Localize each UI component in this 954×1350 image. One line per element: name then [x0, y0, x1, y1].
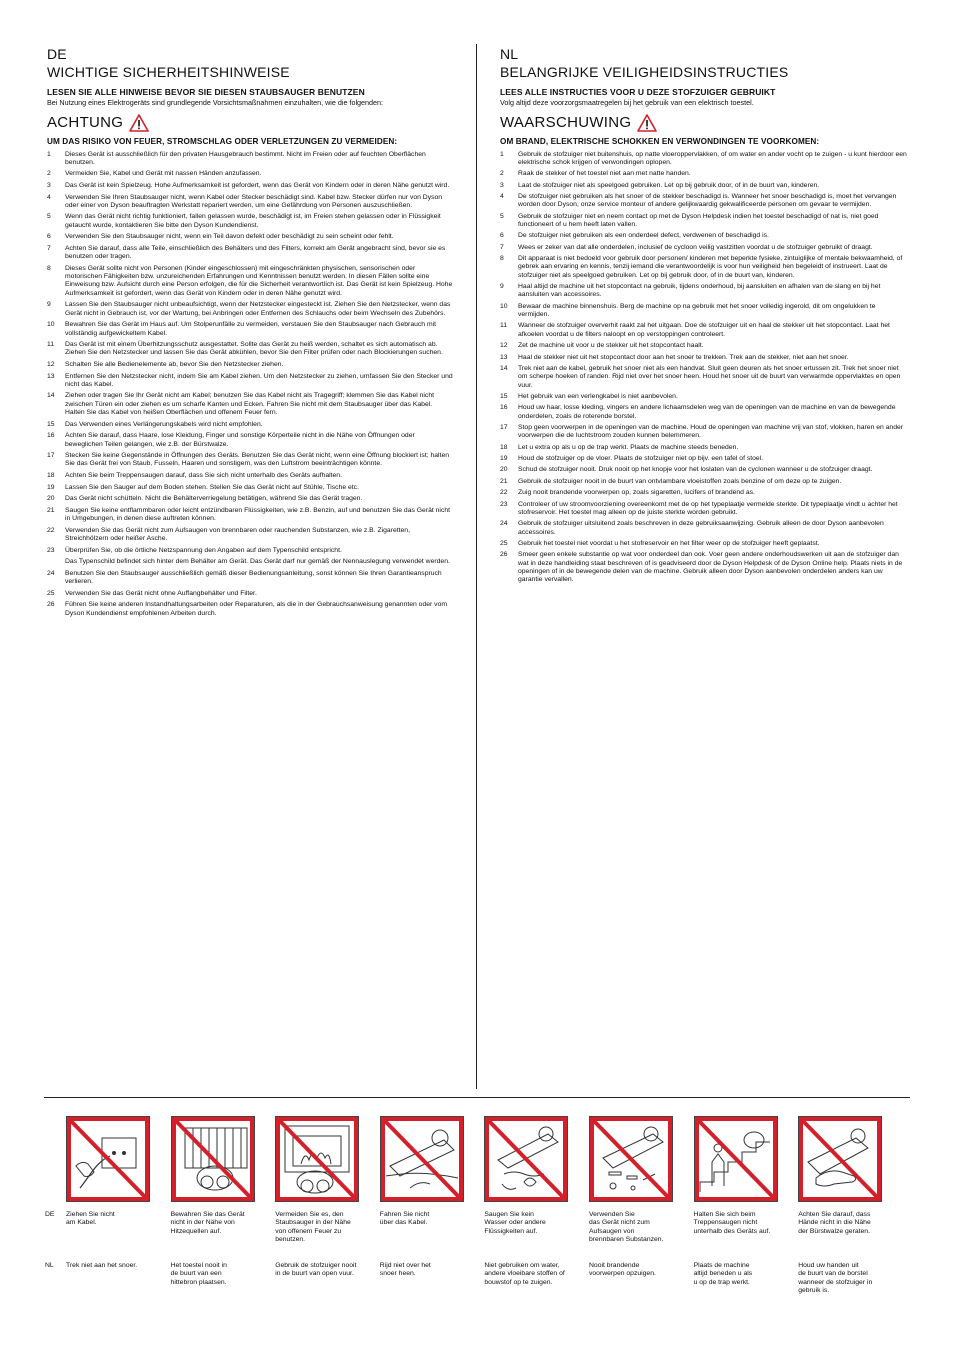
item-number: 4 — [500, 192, 504, 200]
safety-item — [47, 558, 453, 566]
item-text: Ziehen oder tragen Sie Ihr Gerät nicht am Kabel; benutzen Sie das Kabel nicht als Tragegriff; klemmen Sie das Kabel nicht zwischen Türen ein oder ziehen es um scharfe Kanten und Ecken. Fahren Sie nicht mit dem Staubsauger über das Kabel. Halten Sie das Kabel von heißen Oberflächen und offenem Feuer fern. — [65, 392, 435, 417]
safety-item — [47, 421, 453, 429]
safety-item — [47, 495, 453, 503]
hand-brushbar-icon — [798, 1116, 882, 1202]
safety-item — [500, 365, 908, 390]
safety-item — [500, 244, 908, 252]
fireplace-icon — [275, 1116, 359, 1202]
safety-item — [500, 182, 908, 190]
pictogram-caption-de: Bewahren Sie das Gerät nicht in der Nähe von Hitzequellen auf. — [170, 1211, 245, 1235]
warning-triangle-icon — [129, 114, 149, 132]
plug-cord-icon — [66, 1116, 150, 1202]
item-text: Gebruik de stofzuiger nooit in de buurt van ontvlambare vloeistoffen zoals benzine of om deze op te zuigen. — [518, 477, 842, 485]
item-text: De stofzuiger niet gebruiken als het snoer of de stekker beschadigd is. Wanneer het snoer beschadigd is, moet het vervangen worden door Dyson, onze service monteur of andere gelijkwaardig gekwalificeerde personen om gevaar te vermijden. — [518, 192, 897, 209]
item-number: 4 — [47, 193, 51, 201]
item-number: 16 — [500, 404, 508, 412]
item-text: Houd de stofzuiger op de vloer. Plaats de stofzuiger niet op bijv. een tafel of stoel. — [518, 455, 764, 463]
safety-list — [47, 151, 453, 618]
item-number: 2 — [47, 170, 51, 178]
safety-item — [500, 424, 908, 441]
item-number: 23 — [500, 500, 508, 508]
item-number: 6 — [500, 232, 504, 240]
item-number: 9 — [500, 283, 504, 291]
item-number: 12 — [47, 361, 55, 368]
item-number: 6 — [47, 233, 51, 241]
item-text: Das Verwenden eines Verlängerungskabels wird nicht empfohlen. — [65, 420, 263, 428]
item-number: 5 — [500, 212, 504, 220]
safety-item — [47, 570, 453, 587]
item-number: 2 — [500, 170, 504, 178]
safety-item — [47, 194, 453, 211]
safety-item — [47, 547, 453, 555]
safety-item — [500, 520, 908, 537]
language-code: NL — [500, 46, 519, 62]
item-text: Lassen Sie den Sauger auf dem Boden stehen. Stellen Sie das Gerät nicht auf Stühle, Tische etc. — [65, 483, 359, 491]
safety-item — [500, 213, 908, 230]
item-number: 21 — [500, 477, 508, 485]
item-number: 12 — [500, 342, 508, 350]
safety-item — [500, 393, 908, 401]
pictogram-caption-nl: Het toestel nooit in de buurt van een hittebron plaatsen. — [170, 1262, 227, 1286]
safety-item — [500, 455, 908, 463]
item-number: 3 — [47, 181, 51, 189]
safety-item — [500, 170, 908, 178]
item-text: Stop geen voorwerpen in de openingen van de machine. Houd de openingen van machine vrij van stof, vlokken, haren en ander voorwerpen die de luchtstroom zouden kunnen belemmeren. — [518, 424, 904, 440]
intro-text: Volg altijd deze voorzorgsmaatregelen bij het gebruik van een elektrisch toestel. — [500, 98, 754, 107]
item-text: Houd uw haar, losse kleding, vingers en andere lichaamsdelen weg van de openingen van de machine en van de bewegende onderdelen, zoals de roterende borstel. — [518, 404, 896, 420]
item-text: Dieses Gerät sollte nicht von Personen (Kinder eingeschlossen) mit eingeschränkten physischen, sensorischen oder motorischen Fähigkeiten bzw. unzureichenden Erfahrungen und Kenntnissen benutzt werden. In diesen Fällen sollte eine Einweisung bzw. Aufsicht durch eine Person erfolgen, die für die Sicherheit verantwortlich ist. Das Gerät ist kein Spielzeug. Hohe Aufmerksamkeit ist gefordert, wenn das Gerät von Kindern oder in deren Nähe genutzt wird. — [65, 264, 453, 297]
safety-item — [500, 551, 908, 584]
section-divider — [44, 1097, 910, 1098]
item-text: Führen Sie keine anderen Instandhaltungsarbeiten oder Reparaturen, als die in der Gebrauchsanweisung genannten oder vom Dyson Kundendienst empfohlenen Arbeiten durch. — [65, 601, 448, 617]
read-all-heading: LEES ALLE INSTRUCTIES VOOR U DEZE STOFZUIGER GEBRUIKT — [500, 87, 776, 97]
item-number — [47, 558, 65, 566]
safety-item — [500, 540, 908, 548]
pictogram-caption-nl: Trek niet aan het snoer. — [66, 1262, 138, 1269]
item-text: Achten Sie beim Treppensaugen darauf, dass Sie sich nicht unterhalb des Geräts aufhalten. — [65, 472, 342, 480]
pictogram-caption-de: Fahren Sie nicht über das Kabel. — [379, 1211, 430, 1227]
item-number: 14 — [500, 364, 508, 372]
safety-item — [500, 303, 908, 320]
item-text: Trek niet aan de kabel, gebruik het snoer niet als een handvat. Sluit geen deuren als het snoer ertussen zit. Trek het snoer niet om scherpe hoeken of randen. Rijd niet over het snoer heen. Houd het snoer uit de buurt van verwarmde oppervlaktes en open vuur. — [518, 364, 901, 389]
pictogram-caption-de: Vermeiden Sie es, den Staubsauger in der Nähe von offenem Feuer zu benutzen. — [275, 1211, 351, 1244]
safety-item — [500, 193, 908, 210]
safety-item — [47, 484, 453, 492]
safety-item — [500, 489, 908, 497]
safety-item — [500, 478, 908, 486]
item-text: Verwenden Sie das Gerät nicht zum Aufsaugen von brennbaren oder rauchenden Substanzen, wie z.B. Zigaretten, Streichhölzern oder heißer Asche. — [65, 526, 410, 543]
item-number: 16 — [47, 432, 55, 440]
intro-text: Bei Nutzung eines Elektrogeräts sind grundlegende Vorsichtsmaßnahmen einzuhalten, wie die folgenden: — [47, 98, 384, 107]
safety-item — [47, 432, 453, 449]
safety-item — [500, 444, 908, 452]
item-text: Benutzen Sie den Staubsauger ausschließlich gemäß dieser Bedienungsanleitung, sonst können Sie Ihren Garantieanspruch verlieren. — [65, 569, 442, 586]
item-text: Das Gerät nicht schütteln. Nicht die Behälterverriegelung betätigen, während Sie das Gerät tragen. — [65, 495, 363, 503]
item-text: Haal de stekker niet uit het stopcontact door aan het snoer te trekken. Trek aan de stekker, niet aan het snoer. — [518, 353, 849, 361]
dutch-section — [500, 46, 908, 588]
safety-item — [500, 342, 908, 350]
safety-item — [47, 472, 453, 480]
pictogram-caption-nl: Nooit brandende voorwerpen opzuigen. — [589, 1262, 656, 1278]
safety-item — [500, 232, 908, 240]
item-text: Zuig nooit brandende voorwerpen op, zoals sigaretten, lucifers of brandend as. — [518, 489, 755, 497]
item-text: Schalten Sie alle Bedienelemente ab, bevor Sie den Netzstecker ziehen. — [65, 361, 284, 368]
pictogram-strip — [66, 1116, 910, 1202]
pictogram-caption-de: Saugen Sie kein Wasser oder andere Flüssigkeiten auf. — [484, 1211, 546, 1235]
item-number: 17 — [500, 424, 508, 432]
item-number: 26 — [47, 601, 55, 609]
item-number: 8 — [47, 264, 51, 272]
language-code: DE — [47, 46, 67, 62]
safety-item — [500, 404, 908, 421]
item-number: 15 — [500, 392, 508, 400]
water-spill-icon — [484, 1116, 568, 1202]
safety-item — [47, 527, 453, 544]
item-number: 7 — [500, 243, 504, 251]
item-text: De stofzuiger niet gebruiken als een onderdeel defect, verdwenen of beschadigd is. — [518, 232, 769, 240]
item-text: Das Typenschild befindet sich hinter dem Behälter am Gerät. Das Gerät darf nur gemäß der Nennauslegung verwendet werden. — [65, 558, 450, 566]
item-text: Controleer of uw stroomvoorziening overeenkomt met de op het typeplaatje vermelde sterkte. Dit typeplaatje vindt u achter het stofreservoir. Het toestel mag alleen op de juiste sterkte worden gebruikt. — [518, 500, 898, 516]
burning-objects-icon — [589, 1116, 673, 1202]
item-text: Bewahren Sie das Gerät im Haus auf. Um Stolperunfälle zu vermeiden, verstauen Sie den Staubsauger nach Gebrauch mit vollständig aufgewickeltem Kabel. — [65, 321, 437, 337]
item-text: Das Gerät ist mit einem Überhitzungsschutz ausgestattet. Sollte das Gerät zu heiß werden, schaltet es sich automatisch ab. Ziehen Sie den Netzstecker und lassen Sie das Gerät abkühlen, bevor Sie den Filter prüfen oder nach Blockierungen suchen. — [65, 341, 443, 357]
item-number: 18 — [47, 472, 55, 480]
pictogram-caption-de: Verwenden Sie das Gerät nicht zum Aufsaugen von brennbaren Substanzen. — [589, 1211, 664, 1244]
pictogram-caption-de: Achten Sie darauf, dass Hände nicht in die Nähe der Bürstwalze geraten. — [798, 1211, 871, 1235]
item-text: Dit apparaat is niet bedoeld voor gebruik door personen/ kinderen met beperkte fysieke, zintuiglijke of mentale bekwaamheid, of gebrek aan ervaring en kennis, tenzij iemand die verantwoordelijk is voor hun veiligheid hen begeleidt of instrueert. Laat de stofzuiger niet als speelgoed gebruiken. Let op bij gebruik door, of in de buurt van, kinderen. — [518, 255, 903, 279]
item-text: Gebruik de stofzuiger niet en neem contact op met de Dyson Helpdesk indien het toestel beschadigd of nat is, niet goed functioneert of u hem heeft laten vallen. — [518, 212, 879, 228]
item-number: 3 — [500, 181, 504, 189]
safety-item — [47, 321, 453, 338]
column-divider — [476, 44, 477, 1089]
warning-heading — [500, 112, 908, 134]
safety-item — [47, 301, 453, 318]
warning-label: ACHTUNG — [47, 114, 124, 131]
stairs-icon — [694, 1116, 778, 1202]
item-text: Smeer geen enkele substantie op wat voor onderdeel dan ook. Voer geen andere onderhoudswerken uit aan de stofzuiger dan wat in deze handleiding staat beschreven of is geadviseerd door de Dyson Helpdesk of de Dyson Online help. Plaats niets in de openingen of in de bewegende delen van de machine. Gebruik alleen door Dyson aanbevolen onderdelen anders kan uw garantie vervallen. — [518, 551, 903, 584]
caption-row-label-de: DE — [45, 1211, 55, 1218]
item-number: 11 — [500, 322, 508, 330]
read-all-heading: LESEN SIE ALLE HINWEISE BEVOR SIE DIESEN STAUBSAUGER BENUTZEN — [47, 87, 365, 97]
safety-item — [47, 452, 453, 469]
item-number: 19 — [500, 455, 508, 463]
safety-item — [47, 341, 453, 358]
item-number: 24 — [500, 520, 508, 528]
item-number: 11 — [47, 341, 55, 349]
safety-item — [500, 322, 908, 339]
item-number: 20 — [500, 466, 508, 474]
item-number: 5 — [47, 213, 51, 221]
item-number: 13 — [47, 372, 55, 380]
item-text: Verwenden Sie Ihren Staubsauger nicht, wenn Kabel oder Stecker beschädigt sind. Kabel bzw. Stecker dürfen nur von Dyson oder einer von Dyson beauftragten Werkstatt repariert werden, um eine Gefährdung von Personen auszuschließen. — [65, 193, 443, 209]
safety-item — [47, 233, 453, 241]
item-number: 15 — [47, 420, 55, 428]
caption-row-label-nl: NL — [45, 1262, 54, 1269]
item-number: 25 — [500, 540, 508, 548]
safety-item — [47, 182, 453, 190]
safety-item — [47, 507, 453, 524]
item-text: Het gebruik van een verlengkabel is niet aanbevolen. — [518, 392, 678, 400]
item-text: Let u extra op als u op de trap werkt. Plaats de machine steeds beneden. — [518, 443, 739, 451]
item-number: 22 — [500, 489, 508, 497]
safety-item — [47, 601, 453, 618]
item-text: Haal altijd de machine uit het stopcontact na gebruik, tijdens onderhoud, bij aansluiten en afhalen van de slang en bij het aansluiten van accessoires. — [518, 283, 881, 299]
item-number: 13 — [500, 353, 508, 361]
pictogram-caption-de: Halten Sie sich beim Treppensaugen nicht unterhalb des Geräts auf. — [693, 1211, 771, 1235]
item-text: Achten Sie darauf, dass Haare, lose Kleidung, Finger und sonstige Körperteile nicht in die Nähe von Öffnungen oder beweglichen Teilen gelangen, wie z.B. der Bürstwalze. — [65, 432, 415, 448]
pictogram-caption-nl: Gebruik de stofzuiger nooit in de buurt van open vuur. — [275, 1262, 357, 1278]
safety-item — [500, 283, 908, 300]
section-title: BELANGRIJKE VEILIGHEIDSINSTRUCTIES — [500, 64, 789, 80]
item-text: Stecken Sie keine Gegenstände in Öffnungen des Geräts. Benutzen Sie das Gerät nicht, wenn eine Öffnung blockiert ist; halten Sie das Gerät frei von Staub, Fusseln, Haaren und sonstigem, was den Luftstrom beeinträchtigen könnte. — [65, 452, 450, 468]
item-text: Zet de machine uit voor u de stekker uit het stopcontact haalt. — [518, 342, 704, 350]
german-section — [47, 46, 453, 621]
item-number: 1 — [47, 150, 51, 158]
item-text: Das Gerät ist kein Spielzeug. Hohe Aufmerksamkeit ist gefordert, wenn das Gerät von Kindern oder in deren Nähe genutzt wird. — [65, 181, 450, 189]
section-title: WICHTIGE SICHERHEITSHINWEISE — [47, 64, 290, 80]
safety-item — [47, 245, 453, 262]
safety-item — [47, 373, 453, 390]
safety-item — [500, 501, 908, 518]
item-text: Saugen Sie keine entflammbaren oder leicht entzündbaren Flüssigkeiten, wie z.B. Benzin, auf und benutzen Sie das Gerät nicht in Umgebungen, in denen diese auftreten können. — [65, 506, 451, 523]
item-number: 23 — [47, 546, 55, 554]
safety-item — [47, 213, 453, 230]
item-number: 10 — [500, 302, 508, 310]
pictogram-caption-nl: Rijd niet over het snoer heen. — [379, 1262, 431, 1278]
item-number: 25 — [47, 589, 55, 597]
item-text: Lassen Sie den Staubsauger nicht unbeaufsichtigt, wenn der Netzstecker eingesteckt ist. Ziehen Sie den Netzstecker, wenn das Gerät nicht in Gebrauch ist, vor der Wartung, bei Anbringen oder Entfernen des Schlauchs oder beim Wechseln des Zubehörs. — [65, 301, 451, 317]
item-text: Verwenden Sie das Gerät nicht ohne Auffangbehälter und Filter. — [65, 589, 257, 597]
item-number: 20 — [47, 495, 55, 503]
safety-item — [500, 151, 908, 168]
item-text: Wenn das Gerät nicht richtig funktioniert, fallen gelassen wurde, beschädigt ist, im Freien stehen gelassen oder in Flüssigkeit getaucht wurde, kontaktieren Sie bitte den Dyson Kundendienst. — [65, 213, 441, 229]
item-text: Schud de stofzuiger nooit. Druk nooit op het knopje voor het loslaten van de cyclonen wanneer u de stofzuiger draagt. — [518, 466, 873, 474]
pictogram-caption-nl: Niet gebruiken om water, andere vloeibare stoffen of bouwstof op te zuigen. — [484, 1262, 565, 1286]
item-text: Bewaar de machine binnenshuis. Berg de machine op na gebruik met het snoer volledig ingerold, dit om ongelukken te vermijden. — [518, 302, 876, 319]
cord-under-tool-icon — [380, 1116, 464, 1202]
item-text: Raak de stekker of het toestel niet aan met natte handen. — [518, 170, 691, 178]
warning-subheading: OM BRAND, ELEKTRISCHE SCHOKKEN EN VERWONDINGEN TE VOORKOMEN: — [500, 136, 820, 146]
item-text: Achten Sie darauf, dass alle Teile, einschließlich des Behälters und des Filters, korrekt am Gerät angebracht sind, bevor sie es benutzen oder tragen. — [65, 244, 446, 261]
pictogram-caption-de: Ziehen Sie nicht am Kabel. — [66, 1211, 115, 1227]
warning-label: WAARSCHUWING — [500, 114, 632, 131]
item-number: 24 — [47, 569, 55, 577]
item-number: 1 — [500, 150, 504, 158]
warning-triangle-icon — [637, 114, 657, 132]
item-number: 14 — [47, 392, 55, 400]
item-text: Gebruik de stofzuiger uitsluitend zoals beschreven in deze gebruiksaanwijzing. Gebruik alleen de door Dyson aanbevolen accessoires. — [518, 520, 884, 536]
safety-item — [500, 255, 908, 280]
item-text: Dieses Gerät ist ausschließlich für den privaten Hausgebrauch bestimmt. Nicht im Freien oder auf feuchten Oberflächen benutzen. — [65, 150, 426, 166]
item-number: 8 — [500, 255, 504, 263]
safety-item — [47, 170, 453, 178]
item-number: 22 — [47, 526, 55, 534]
item-text: Wees er zeker van dat alle onderdelen, inclusief de cycloon veilig vastzitten voordat u de stofzuiger gebruikt of draagt. — [518, 243, 873, 251]
item-text: Überprüfen Sie, ob die örtliche Netzspannung den Angaben auf dem Typenschild entspricht. — [65, 546, 342, 554]
item-text: Verwenden Sie den Staubsauger nicht, wenn ein Teil davon defekt oder beschädigt zu sein scheint oder fehlt. — [65, 233, 394, 241]
item-number: 9 — [47, 301, 51, 309]
safety-item — [47, 392, 453, 417]
item-text: Wanneer de stofzuiger oververhit raakt zal het uitgaan. Doe de stofzuiger uit en haal de stekker uit het stopcontact. Laat het afkoelen voordat u de filters naloopt en op verstoppingen controleert. — [518, 322, 890, 338]
item-text: Gebruik de stofzuiger niet buitenshuis, op natte vloeroppervlakken, of om water en ander vocht op te zuigen - u kunt hierdoor een elektrische schok krijgen of verwondingen oplopen. — [518, 150, 907, 166]
safety-item — [47, 361, 453, 369]
item-number: 26 — [500, 551, 508, 559]
item-text: Vermeiden Sie, Kabel und Gerät mit nassen Händen anzufassen. — [65, 170, 262, 178]
item-text: Laat de stofzuiger niet als speelgoed gebruiken. Let op bij gebruik door, of in de buurt van, kinderen. — [518, 181, 820, 189]
safety-item — [47, 265, 453, 298]
safety-item — [500, 466, 908, 474]
radiator-icon — [171, 1116, 255, 1202]
item-text: Gebruik het toestel niet voordat u het stofreservoir en het filter weer op de stofzuiger heeft geplaatst. — [518, 540, 820, 548]
item-number: 19 — [47, 483, 55, 491]
item-number: 18 — [500, 443, 508, 451]
pictogram-caption-nl: Plaats de machine altijd beneden u als u op de trap werkt. — [693, 1262, 753, 1286]
warning-heading — [47, 112, 453, 134]
item-number: 7 — [47, 244, 51, 252]
item-number: 21 — [47, 506, 55, 514]
safety-item — [47, 151, 453, 168]
item-number: 10 — [47, 321, 55, 329]
item-text: Entfernen Sie den Netzstecker nicht, indem Sie am Kabel ziehen. Um den Netzstecker zu ziehen, umfassen Sie den Stecker und nicht das Kabel. — [65, 372, 453, 388]
pictogram-caption-nl: Houd uw handen uit de buurt van de borstel wanneer de stofzuiger in gebruik is. — [798, 1262, 873, 1295]
safety-item — [47, 590, 453, 598]
warning-subheading: UM DAS RISIKO VON FEUER, STROMSCHLAG ODER VERLETZUNGEN ZU VERMEIDEN: — [47, 136, 398, 146]
safety-item — [500, 354, 908, 362]
safety-list — [500, 151, 908, 585]
item-number: 17 — [47, 452, 55, 460]
